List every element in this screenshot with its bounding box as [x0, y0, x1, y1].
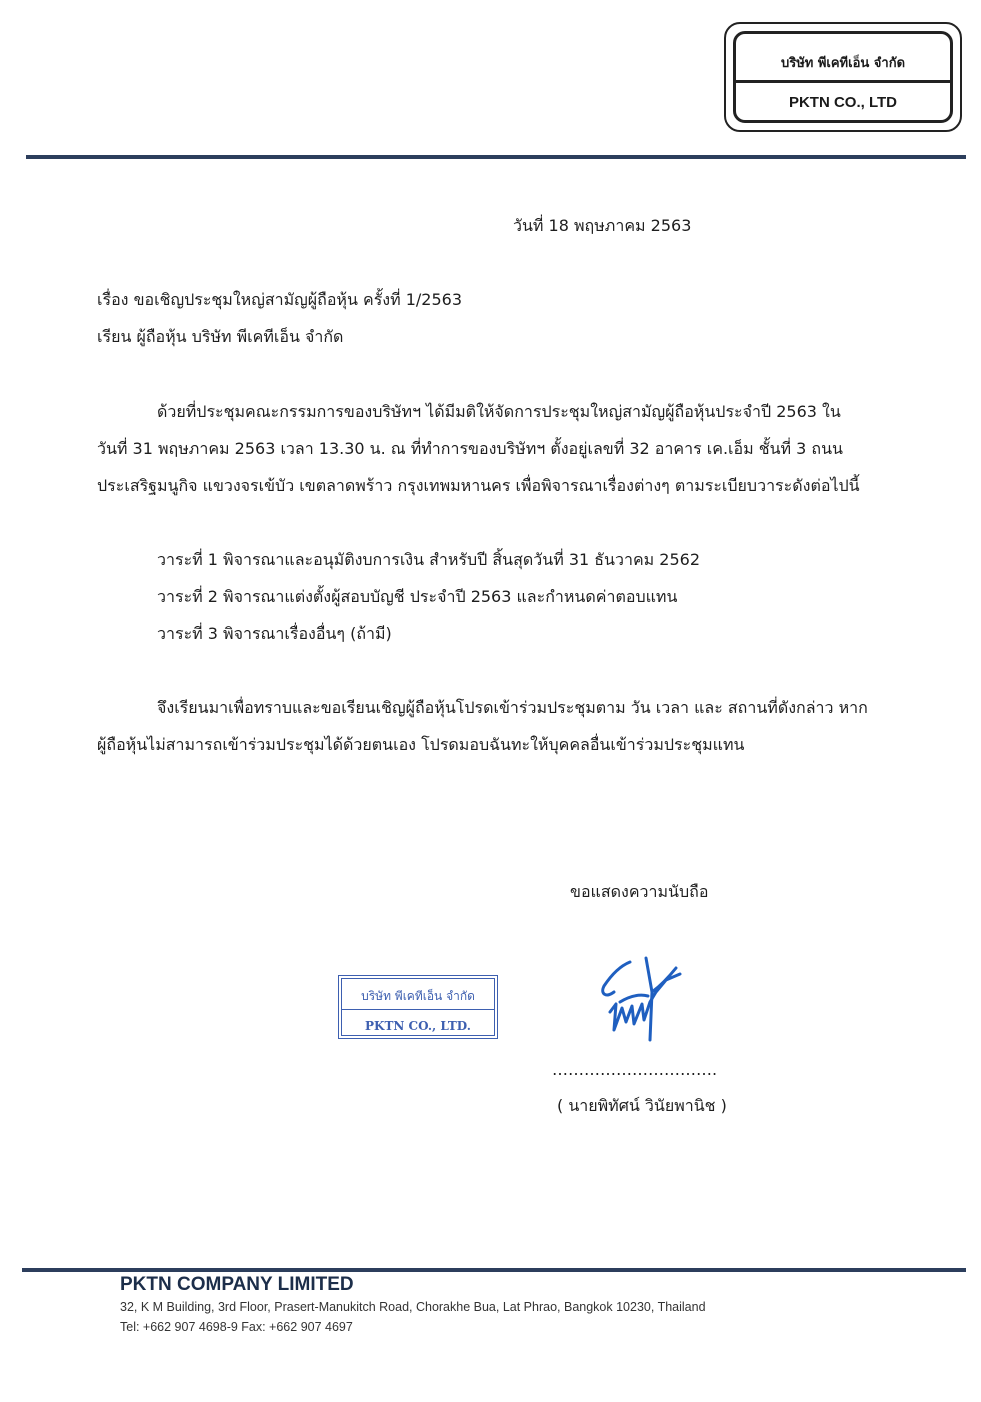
company-stamp — [338, 975, 498, 1039]
agenda-item-3: วาระที่ 3 พิจารณาเรื่องอื่นๆ (ถ้ามี) — [157, 624, 392, 643]
letter-subject: เรื่อง ขอเชิญประชุมใหญ่สามัญผู้ถือหุ้น ครั้งที่ 1/2563 — [97, 290, 463, 309]
paragraph-1-line-1: ด้วยที่ประชุมคณะกรรมการของบริษัทฯ ได้มีมติให้จัดการประชุมใหญ่สามัญผู้ถือหุ้นประจำปี 2563 ใน — [157, 402, 841, 421]
stamp-company-name-th: บริษัท พีเคทีเอ็น จำกัด — [361, 989, 475, 1003]
agenda-item-2: วาระที่ 2 พิจารณาแต่งตั้งผู้สอบบัญชี ประจำปี 2563 และกำหนดค่าตอบแทน — [157, 587, 678, 606]
signature-line: …………………………. — [552, 1060, 718, 1079]
company-logo-inner — [733, 31, 953, 123]
logo-company-name-en: PKTN CO., LTD — [788, 94, 898, 111]
letter-recipient: เรียน ผู้ถือหุ้น บริษัท พีเคทีเอ็น จำกัด — [97, 327, 344, 346]
paragraph-1-line-3: ประเสริฐมนูกิจ แขวงจรเข้บัว เขตลาดพร้าว กรุงเทพมหานคร เพื่อพิจารณาเรื่องต่างๆ ตามระเบียบวาระดังต่อไปนี้ — [97, 476, 860, 495]
stamp-company-name-en: PKTN CO., LTD. — [365, 1019, 471, 1033]
paragraph-2-line-2: ผู้ถือหุ้นไม่สามารถเข้าร่วมประชุมได้ด้วยตนเอง โปรดมอบฉันทะให้บุคคลอื่นเข้าร่วมประชุมแทน — [97, 735, 745, 754]
handwritten-signature — [590, 952, 690, 1048]
stamp-divider — [342, 1009, 494, 1010]
logo-divider — [736, 80, 950, 83]
letter-closing: ขอแสดงความนับถือ — [570, 882, 709, 901]
footer-address: 32, K M Building, 3rd Floor, Prasert-Manukitch Road, Chorakhe Bua, Lat Phrao, Bangkok 10230, Thailand — [120, 1300, 706, 1314]
logo-company-name-th: บริษัท พีเคทีเอ็น จำกัด — [780, 56, 906, 71]
paragraph-2-line-1: จึงเรียนมาเพื่อทราบและขอเรียนเชิญผู้ถือหุ้นโปรดเข้าร่วมประชุมตาม วัน เวลา และ สถานที่ดังกล่าว หาก — [157, 698, 868, 717]
company-logo-box — [724, 22, 962, 132]
signer-name: ( นายพิทัศน์ วินัยพานิช ) — [557, 1096, 727, 1115]
header-rule — [26, 155, 966, 159]
paragraph-1-line-2: วันที่ 31 พฤษภาคม 2563 เวลา 13.30 น. ณ ที่ทำการของบริษัทฯ ตั้งอยู่เลขที่ 32 อาคาร เค.เอ็ม ชั้นที่ 3 ถนน — [97, 439, 843, 458]
letter-date: วันที่ 18 พฤษภาคม 2563 — [513, 216, 692, 235]
footer-contact: Tel: +662 907 4698-9 Fax: +662 907 4697 — [120, 1320, 353, 1334]
footer-rule — [22, 1268, 966, 1272]
agenda-item-1: วาระที่ 1 พิจารณาและอนุมัติงบการเงิน สำหรับปี สิ้นสุดวันที่ 31 ธันวาคม 2562 — [157, 550, 700, 569]
footer-company-name: PKTN COMPANY LIMITED — [120, 1274, 354, 1295]
stamp-inner-border — [341, 978, 495, 1036]
